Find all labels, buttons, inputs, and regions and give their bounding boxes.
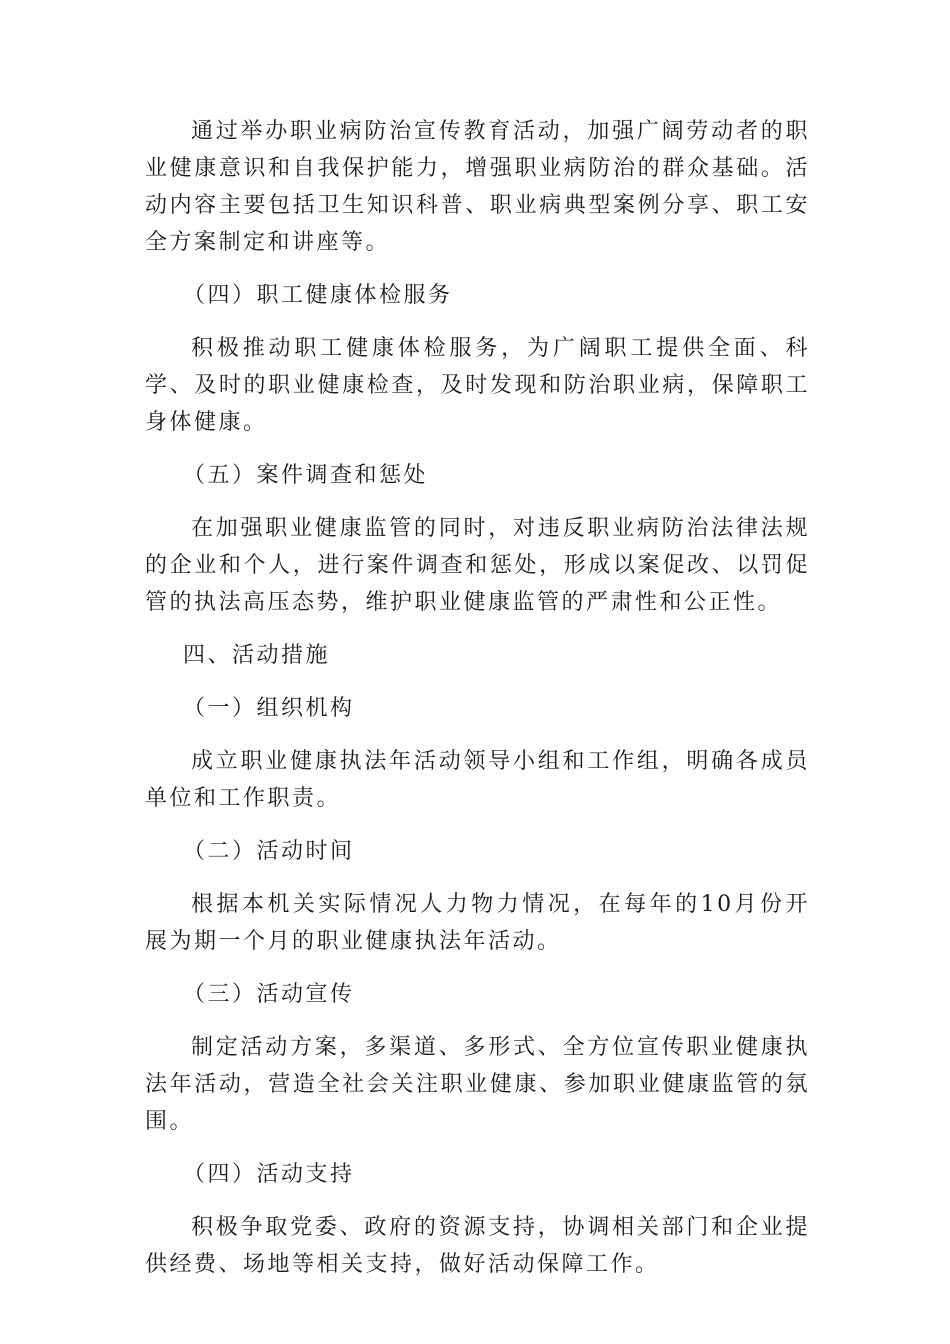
paragraph-activity-publicity: 制定活动方案，多渠道、多形式、全方位宣传职业健康执法年活动，营造全社会关注职业健康、参加职业健康监管的氛围。 bbox=[145, 1035, 810, 1134]
paragraph-case-investigation: 在加强职业健康监管的同时，对违反职业病防治法律法规的企业和个人，进行案件调查和惩处，形成以案促改、以罚促管的执法高压态势，维护职业健康监管的严肃性和公正性。 bbox=[145, 516, 810, 615]
heading-case-investigation: （五）案件调查和惩处 bbox=[183, 463, 429, 488]
heading-activity-support: （四）活动支持 bbox=[183, 1162, 355, 1187]
paragraph-organization: 成立职业健康执法年活动领导小组和工作组，明确各成员单位和工作职责。 bbox=[145, 749, 810, 811]
heading-organization: （一）组织机构 bbox=[183, 696, 355, 721]
heading-activity-publicity: （三）活动宣传 bbox=[183, 982, 355, 1007]
paragraph-health-checkup: 积极推动职工健康体检服务，为广阔职工提供全面、科学、及时的职业健康检查，及时发现和防治职业病，保障职工身体健康。 bbox=[145, 336, 810, 435]
paragraph-activity-support: 积极争取党委、政府的资源支持，协调相关部门和企业提供经费、场地等相关支持，做好活动保障工作。 bbox=[145, 1215, 810, 1277]
section-heading-activity-measures: 四、活动措施 bbox=[183, 643, 331, 668]
heading-health-checkup: （四）职工健康体检服务 bbox=[183, 283, 453, 308]
document-body bbox=[145, 113, 810, 1283]
paragraph-activity-time: 根据本机关实际情况人力物力情况，在每年的10月份开展为期一个月的职业健康执法年活动。 bbox=[145, 892, 810, 954]
paragraph-publicity-education: 通过举办职业病防治宣传教育活动，加强广阔劳动者的职业健康意识和自我保护能力，增强职业病防治的群众基础。活动内容主要包括卫生知识科普、职业病典型案例分享、职工安全方案制定和讲座等。 bbox=[145, 119, 810, 255]
heading-activity-time: （二）活动时间 bbox=[183, 839, 355, 864]
